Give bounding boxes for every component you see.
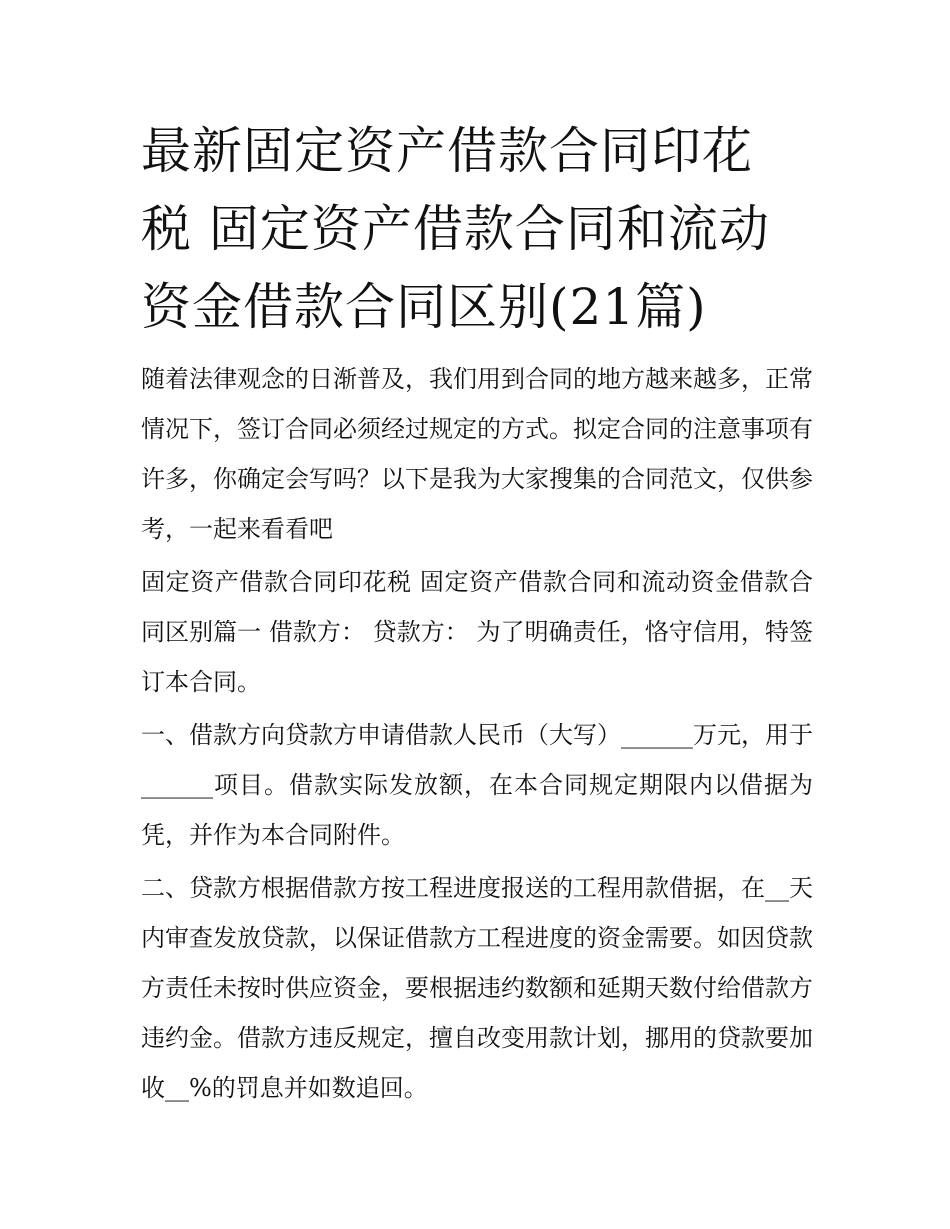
paragraph-clause-2: 二、贷款方根据借款方按工程进度报送的工程用款借据，在__天内审查发放贷款，以保证借款方工程进度的资金需要。如因贷款方责任未按时供应资金，要根据违约数额和延期天数付给借款方违约金。借款方违反规定，擅自改变用款计划，挪用的贷款要加收__%的罚息并如数追回。 xyxy=(141,874,813,1102)
paragraph-intro: 随着法律观念的日渐普及，我们用到合同的地方越来越多，正常情况下，签订合同必须经过规定的方式。拟定合同的注意事项有许多，你确定会写吗？以下是我为大家搜集的合同范文，仅供参考，一起来看看吧 xyxy=(141,365,813,543)
document-page xyxy=(141,112,813,1116)
paragraph-section-heading: 固定资产借款合同印花税 固定资产借款合同和流动资金借款合同区别篇一 借款方： 贷款方： 为了明确责任，恪守信用，特签订本合同。 xyxy=(141,568,813,696)
document-title: 最新固定资产借款合同印花税 固定资产借款合同和流动资金借款合同区别(21篇) xyxy=(141,122,770,336)
paragraph-clause-1: 一、借款方向贷款方申请借款人民币（大写）______万元，用于______项目。借款实际发放额，在本合同规定期限内以借据为凭，并作为本合同附件。 xyxy=(141,721,813,849)
